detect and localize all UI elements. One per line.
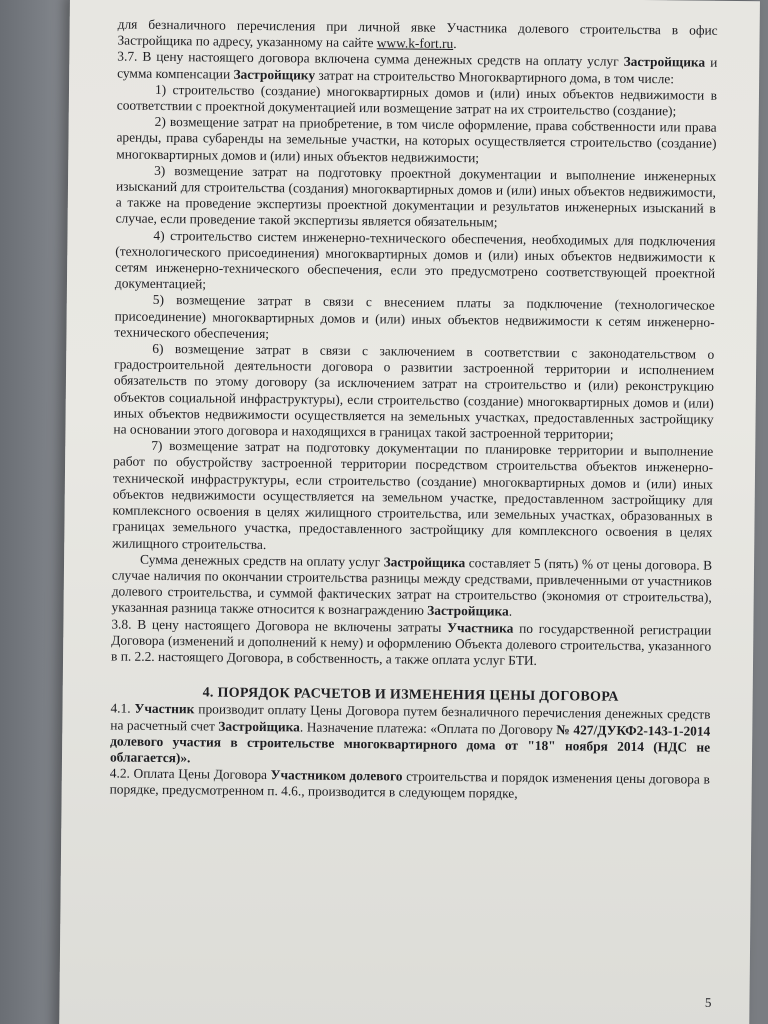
website-link[interactable]: www.k-fort.ru: [376, 35, 454, 52]
list-item-2: 2) возмещение затрат на приобретение, в том числе оформление, права собственности или права аренды, права субаренды на земельные участки, на которых осуществляется строительство (создание) многоквартирных домов и (или) иных объектов недвижимости;: [116, 114, 717, 165]
document-page: [59, 0, 760, 1024]
clause-4-1: [110, 701, 711, 772]
fee-mid: составляет 5 (пять) % от цены договора. В случае наличия по окончании строительства разницы между средствами, привлеченными от участников долевого строительства, и суммой фактических затрат на строительство (экономия от строительства), указанная разница также относится к вознаграждению: [111, 554, 713, 619]
clause-3-8-tail: по государственной регистрации Договора (изменений и дополнений к нему) и оформлению Объекта долевого строительства, указанного в п. 2.2. настоящего Договора, в собственность, а также оплата услуг БТИ.: [110, 620, 712, 668]
clause-4-1-developer: Застройщика: [218, 718, 300, 734]
clause-4-1-mid: производит оплату Цены Договора путем безналичного перечисления денежных средств на расчетный счет: [110, 701, 711, 734]
list-item-6: 6) возмещение затрат в связи с заключением в соответствии с законодательством о градостроительной деятельности договора о развитии застроенной территории и исполнением обязательств по этому договору (за исключением затрат на строительство и (или) реконструкцию объектов социальной инфраструктуры), если строительство (создание) многоквартирных домов и (или) иных объектов недвижимости осуществляется на земельных участках, предоставленных застройщику на основании этого договора и находящихся в границах такой застроенной территории;: [113, 340, 715, 442]
fee-lead: Сумма денежных средств на оплату услуг: [140, 551, 384, 570]
clause-4-1-lead: 4.1.: [110, 700, 135, 717]
clause-3-8-lead: 3.8. В цену настоящего Договора не включены затраты: [111, 615, 448, 635]
intro-text: для безналичного перечисления при личной явке Участника долевого строительства в офис Застройщика по адресу, указанному на сайте: [117, 16, 718, 51]
clause-4-1-participant: Участник: [134, 701, 195, 717]
list-item-1: 1) строительство (создание) многоквартирных домов и (или) иных объектов недвижимости в соответствии с проектной документацией или возмещение затрат на их строительство (создание);: [116, 81, 718, 119]
clause-4-2: [110, 766, 710, 805]
list-item-3: 3) возмещение затрат на подготовку проектной документации и выполнение инженерных изысканий для строительства (создания) многоквартирных домов и (или) иных объектов недвижимости, а также на проведение экспертизы проектной документации и результатов инженерных изысканий в случае, если проведение такой экспертизы является обязательным;: [115, 162, 717, 230]
list-item-7: 7) возмещение затрат на подготовку документации по планировке территории и выполнение работ по обустройству застроенной территории посредством строительства объектов инженерно-технической инфраструктуры, если строительство (создание) многоквартирных домов и (или) иных объектов недвижимости осуществляется на земельном участке, предоставленном застройщику для комплексного освоения в целях жилищного строительства, или земельных участках, образованных в границах земельного участка, предоставленного застройщику для комплексного освоения в целях жилищного строительства.: [112, 438, 714, 552]
page-number: 5: [704, 994, 712, 1010]
clause-3-8: [111, 616, 711, 671]
clause-4-1-contract-number: № 427/ДУКФ2-143-1-2014 долевого участия в строительстве многоквартирного дома от "18" ноября 2014 (НДС не облагается)».: [109, 721, 711, 766]
clause-3-8-participant: Участника: [447, 619, 514, 636]
fee-paragraph: [111, 551, 712, 622]
fee-tail: .: [508, 603, 513, 619]
fee-developer-2: Застройщика: [427, 603, 509, 619]
clause-4-2-tail: строительства и порядок изменения цены договора в порядке, предусмотренном п. 4.6., производится в следующем порядке,: [109, 768, 710, 802]
clause-3-7-lead: 3.7. В цену настоящего договора включена сумма денежных средств на оплату услуг: [117, 48, 624, 70]
clause-3-7-developer-2: Застройщику: [233, 66, 316, 83]
clause-3-7-tail: затрат на строительство Многоквартирного дома, в том числе:: [314, 67, 675, 86]
list-item-5: 5) возмещение затрат в связи с внесением платы за подключение (технологическое присоединение) многоквартирных домов и (или) иных объектов недвижимости к сетям инженерно-технического обеспечения;: [114, 292, 715, 341]
clause-4-1-purpose: . Назначение платежа: «Оплата по Договору: [299, 718, 557, 737]
clause-4-2-lead: 4.2. Оплата Цены Договора: [109, 765, 271, 783]
fee-developer: Застройщика: [383, 554, 466, 570]
intro-end: .: [453, 36, 457, 52]
clause-3-7-developer: Застройщика: [623, 54, 706, 71]
clause-4-2-participant: Участником долевого: [270, 767, 403, 784]
document-body: [110, 17, 718, 805]
section-4-heading: 4. ПОРЯДОК РАСЧЕТОВ И ИЗМЕНЕНИЯ ЦЕНЫ ДОГОВОРА: [202, 685, 619, 705]
list-item-4: 4) строительство систем инженерно-технического обеспечения, необходимых для подключения (технологического присоединения) многоквартирных домов и (или) иных объектов недвижимости к сетям инженерно-технического обеспечения, если это предусмотрено соответствующей проектной документацией;: [114, 227, 716, 292]
clause-3-7-mid: и сумма компенсации: [117, 55, 718, 82]
